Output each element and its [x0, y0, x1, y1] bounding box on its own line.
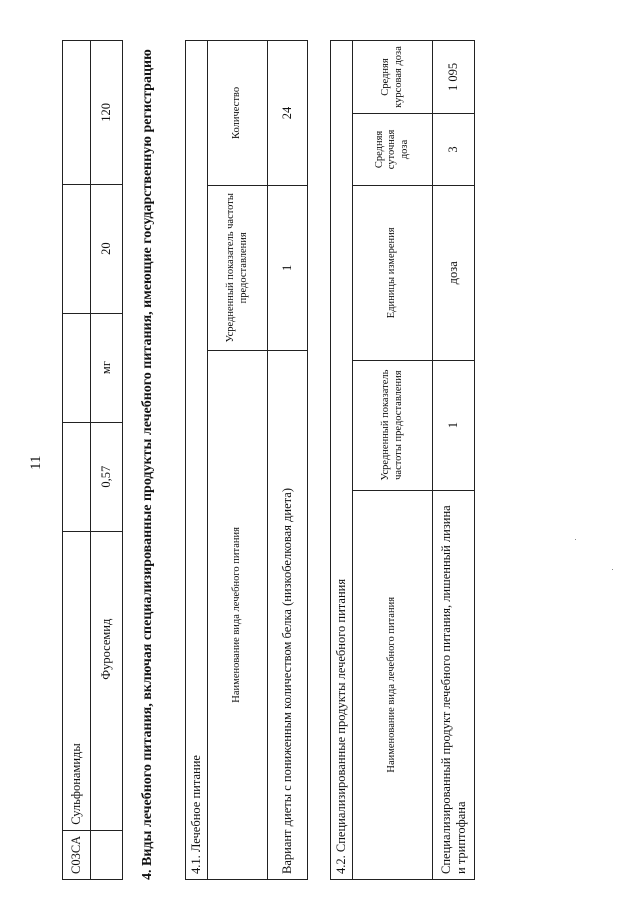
diet-name-cell: Вариант диеты с пониженным количеством белка (низкобелковая диета): [268, 350, 308, 879]
unit-cell: [63, 313, 91, 422]
caption-row: [331, 41, 353, 880]
products-table: [330, 40, 475, 880]
drug-name-cell: Фуросемид: [91, 531, 123, 830]
column-header: Средняя курсовая доза: [353, 41, 433, 114]
freq-cell: 0,57: [91, 422, 123, 531]
unit-cell: доза: [433, 185, 475, 360]
section-4-heading: 4. Виды лечебного питания, включая специализированные продукты лечебного питания, имеющие государственную регистрацию: [140, 49, 155, 880]
quantity-cell: 24: [268, 41, 308, 186]
column-header: Наименование вида лечебного питания: [353, 490, 433, 879]
column-header: Усредненный показатель частоты предоставления: [208, 185, 268, 350]
daily-dose-cell: 20: [91, 184, 123, 313]
column-header: Средняя суточная доза: [353, 113, 433, 185]
drug-table: [62, 40, 123, 880]
page-number: 11: [28, 455, 44, 470]
freq-cell: [63, 422, 91, 531]
course-dose-cell: 120: [91, 41, 123, 185]
table-row: [268, 41, 308, 880]
scan-speck: [612, 569, 613, 570]
header-row: [208, 41, 268, 880]
atc-code-cell: C03CA: [63, 830, 91, 879]
course-dose-cell: [63, 41, 91, 185]
course-dose-cell: 1 095: [433, 41, 475, 114]
diet-table: [185, 40, 308, 880]
product-name-cell: Специализированный продукт лечебного питания, лишенный лизина и триптофана: [433, 490, 475, 879]
table-caption: 4.2. Специализированные продукты лечебного питания: [331, 41, 353, 880]
freq-cell: 1: [268, 185, 308, 350]
column-header: Усредненный показатель частоты предоставления: [353, 360, 433, 490]
table-caption: 4.1. Лечебное питание: [186, 41, 208, 880]
column-header: Наименование вида лечебного питания: [208, 350, 268, 879]
column-header: Единицы измерения: [353, 185, 433, 360]
table-row: [63, 41, 91, 880]
caption-row: [186, 41, 208, 880]
atc-code-cell: [91, 830, 123, 879]
unit-cell: мг: [91, 313, 123, 422]
daily-dose-cell: [63, 184, 91, 313]
table-row: [91, 41, 123, 880]
column-header: Количество: [208, 41, 268, 186]
header-row: [353, 41, 433, 880]
table-row: [433, 41, 475, 880]
scan-speck: [575, 539, 576, 540]
group-name-cell: Сульфонамиды: [63, 531, 91, 830]
freq-cell: 1: [433, 360, 475, 490]
daily-dose-cell: 3: [433, 113, 475, 185]
